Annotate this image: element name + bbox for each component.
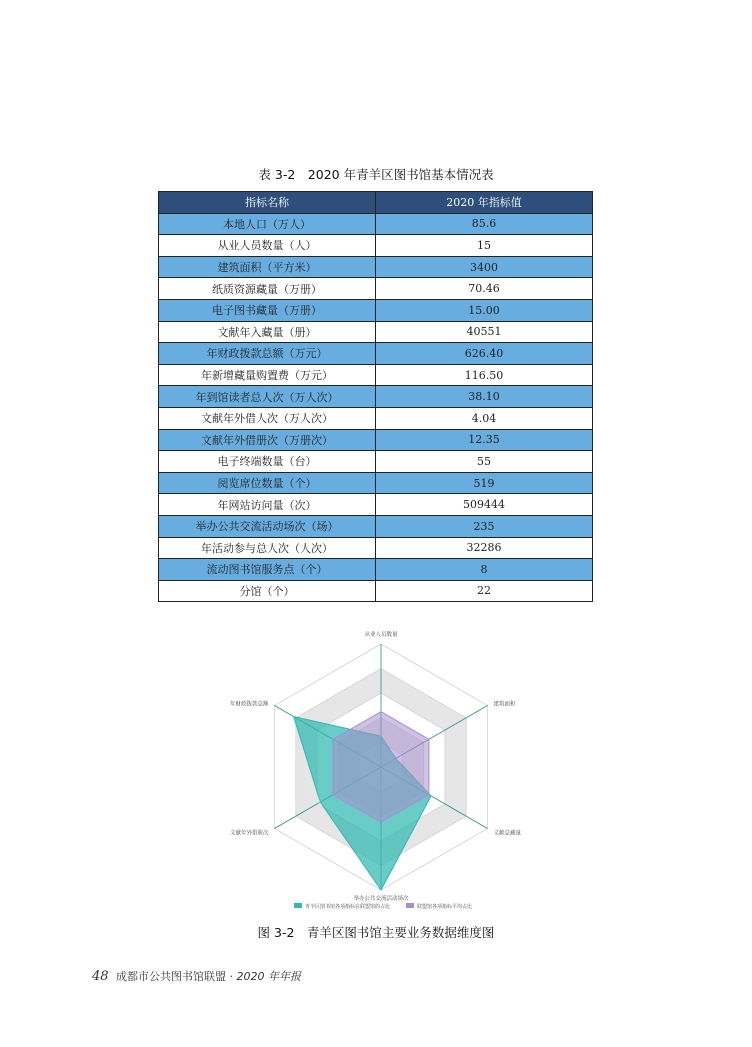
indicator-value-cell: 40551: [376, 321, 593, 343]
radar-axis-label: 举办公共交流活动场次: [353, 896, 409, 902]
indicator-value-cell: 32286: [376, 537, 593, 559]
indicator-name-cell: 电子终端数量（台）: [159, 451, 376, 473]
table-row: [159, 256, 593, 278]
indicator-value-cell: 8: [376, 559, 593, 581]
table-row: [159, 494, 593, 516]
page-footer: [92, 968, 301, 984]
indicator-value-cell: 626.40: [376, 343, 593, 365]
table-row: [159, 386, 593, 408]
indicator-value-cell: 85.6: [376, 213, 593, 235]
indicator-value-cell: 519: [376, 472, 593, 494]
table-row: [159, 580, 593, 602]
figure-caption: 图 3-2 青羊区图书馆主要业务数据维度图: [257, 925, 495, 940]
table-row: [159, 278, 593, 300]
radar-chart: [226, 626, 536, 916]
table-row: [159, 472, 593, 494]
indicator-name-cell: 文献年外借人次（万人次）: [159, 407, 376, 429]
indicator-name-cell: 本地人口（万人）: [159, 213, 376, 235]
indicator-name-cell: 年到馆读者总人次（万人次）: [159, 386, 376, 408]
indicator-name-cell: 分馆（个）: [159, 580, 376, 602]
indicator-name-cell: 年活动参与总人次（人次）: [159, 537, 376, 559]
table-row: [159, 343, 593, 365]
indicator-value-cell: 22: [376, 580, 593, 602]
header-indicator-name: 指标名称: [159, 192, 376, 214]
radar-axis-label: 从业人员数量: [364, 632, 398, 638]
radar-axis-label: 文献总藏量: [493, 830, 522, 837]
footer-year: 2020 年年报: [236, 970, 302, 983]
indicator-name-cell: 电子图书藏量（万册）: [159, 299, 376, 321]
indicator-name-cell: 建筑面积（平方米）: [159, 256, 376, 278]
radar-axis-label: 建筑面积: [493, 701, 516, 708]
indicator-name-cell: 年财政拨款总额（万元）: [159, 343, 376, 365]
radar-axis-label: 年财政拨款总额: [229, 701, 269, 708]
indicator-name-cell: 举办公共交流活动场次（场）: [159, 515, 376, 537]
table-row: [159, 537, 593, 559]
indicator-name-cell: 阅览席位数量（个）: [159, 472, 376, 494]
table-row: [159, 213, 593, 235]
legend-label: 联盟馆各项指标平均占比: [417, 904, 473, 910]
indicator-name-cell: 文献年入藏量（册）: [159, 321, 376, 343]
indicator-value-cell: 38.10: [376, 386, 593, 408]
indicator-value-cell: 3400: [376, 256, 593, 278]
indicator-name-cell: 年新增藏量购置费（万元）: [159, 364, 376, 386]
table-row: [159, 559, 593, 581]
table-row: [159, 299, 593, 321]
indicator-value-cell: 4.04: [376, 407, 593, 429]
footer-title: 成都市公共图书馆联盟 ·: [116, 970, 237, 983]
table-row: [159, 364, 593, 386]
table-row: [159, 451, 593, 473]
indicator-value-cell: 70.46: [376, 278, 593, 300]
table-row: [159, 515, 593, 537]
indicator-value-cell: 235: [376, 515, 593, 537]
indicator-name-cell: 年网站访问量（次）: [159, 494, 376, 516]
indicator-value-cell: 12.35: [376, 429, 593, 451]
indicator-name-cell: 从业人员数量（人）: [159, 235, 376, 257]
legend-swatch: [406, 903, 414, 908]
stats-table: [158, 191, 593, 602]
header-indicator-value: 2020 年指标值: [376, 192, 593, 214]
legend-swatch: [294, 903, 302, 908]
indicator-value-cell: 15.00: [376, 299, 593, 321]
page-number: 48: [92, 969, 109, 984]
legend-label: 青羊区图书馆各项指标在联盟馆的占比: [305, 904, 391, 910]
table-header-row: [159, 192, 593, 214]
table-row: [159, 321, 593, 343]
table-row: [159, 407, 593, 429]
radar-axis-label: 文献年外借册次: [229, 830, 269, 837]
table-caption: 表 3-2 2020 年青羊区图书馆基本情况表: [258, 167, 494, 182]
indicator-value-cell: 15: [376, 235, 593, 257]
indicator-value-cell: 55: [376, 451, 593, 473]
indicator-name-cell: 流动图书馆服务点（个）: [159, 559, 376, 581]
indicator-value-cell: 509444: [376, 494, 593, 516]
indicator-value-cell: 116.50: [376, 364, 593, 386]
indicator-name-cell: 文献年外借册次（万册次）: [159, 429, 376, 451]
table-row: [159, 429, 593, 451]
indicator-name-cell: 纸质资源藏量（万册）: [159, 278, 376, 300]
table-row: [159, 235, 593, 257]
